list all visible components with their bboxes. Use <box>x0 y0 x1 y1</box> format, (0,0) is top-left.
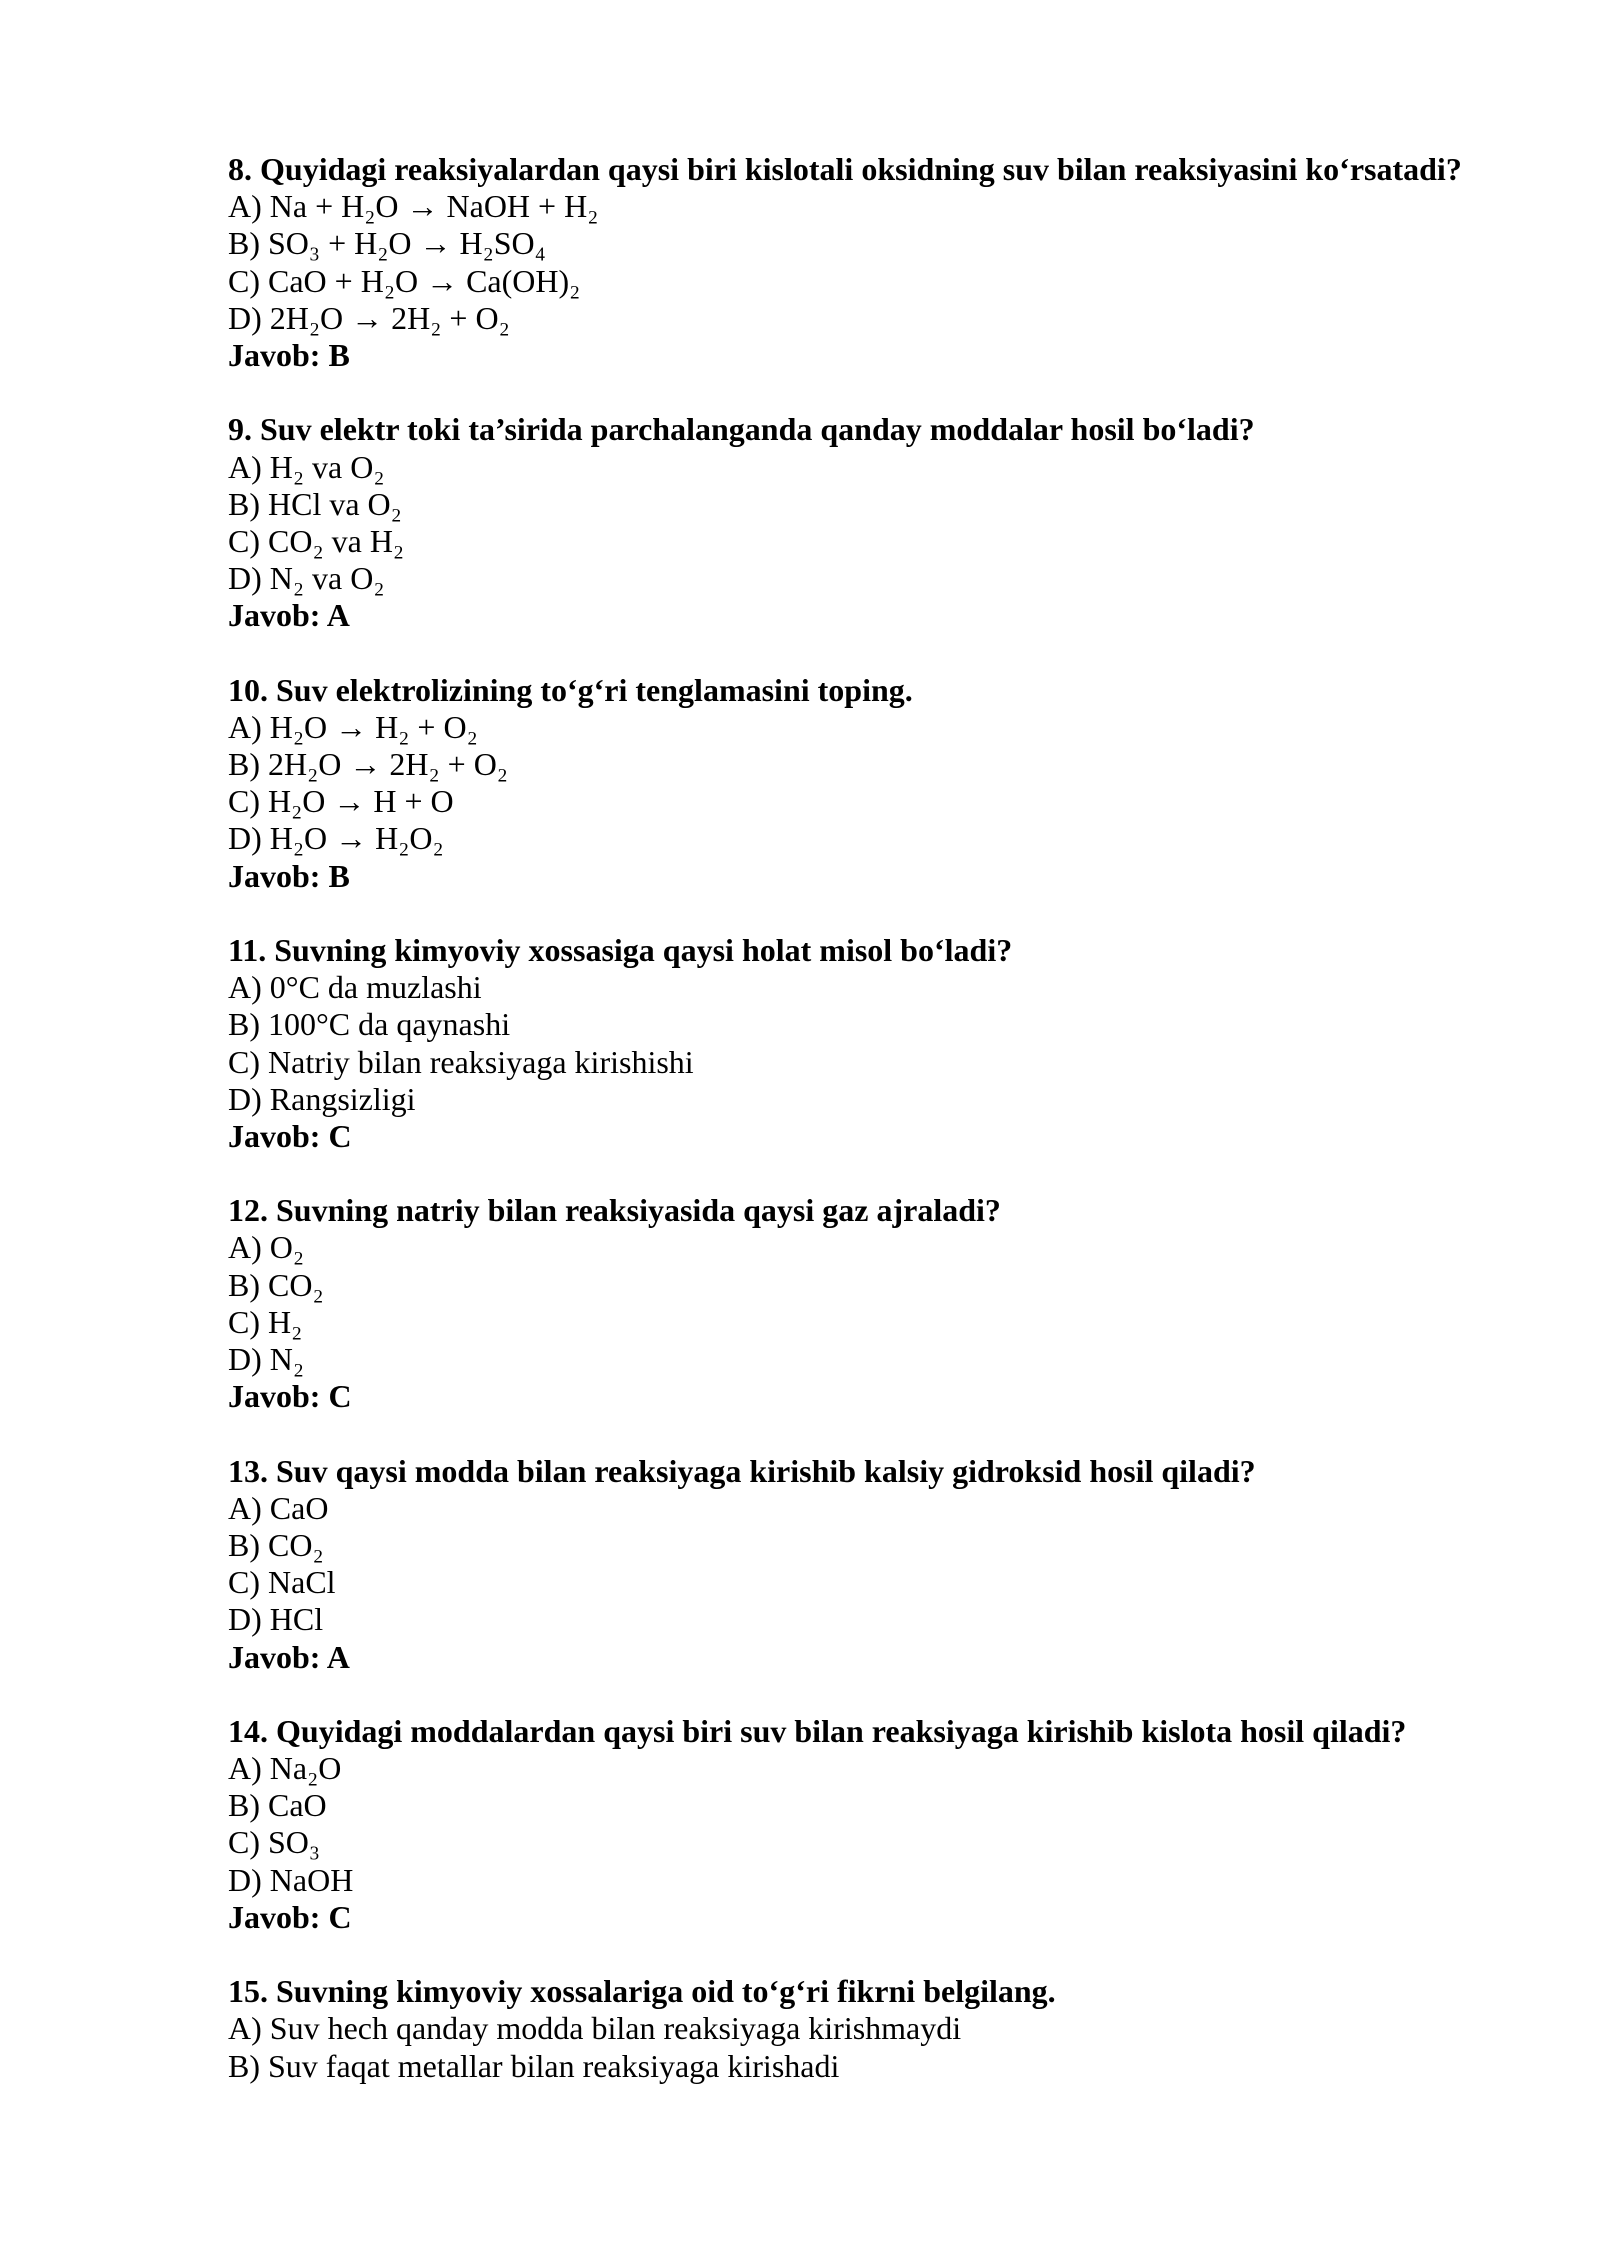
option-a: A) H₂ va O₂ <box>228 448 385 485</box>
answer: Javob: B <box>228 336 350 373</box>
option-d: D) HCl <box>228 1601 324 1638</box>
question-text: 11. Suvning kimyoviy xossasiga qaysi holat misol bo‘ladi? <box>228 931 1013 968</box>
question-15 <box>228 1973 1488 2085</box>
answer: Javob: C <box>228 1898 352 1935</box>
question-text: 9. Suv elektr toki ta’sirida parchalanganda qanday moddalar hosil bo‘ladi? <box>228 411 1255 448</box>
option-c: C) NaCl <box>228 1564 336 1601</box>
option-b: B) CO₂ <box>228 1266 324 1303</box>
question-text: 15. Suvning kimyoviy xossalariga oid to‘g‘ri fikrni belgilang. <box>228 1973 1056 2010</box>
option-b: B) HCl va O₂ <box>228 485 402 522</box>
option-b: B) 100°C da qaynashi <box>228 1006 511 1043</box>
question-8 <box>228 151 1488 374</box>
option-d: D) NaOH <box>228 1861 354 1898</box>
option-b: B) Suv faqat metallar bilan reaksiyaga kirishadi <box>228 2047 840 2084</box>
answer: Javob: C <box>228 1117 352 1154</box>
question-10 <box>228 672 1488 895</box>
option-d: D) N₂ va O₂ <box>228 560 385 597</box>
answer: Javob: A <box>228 1638 350 1675</box>
question-14 <box>228 1713 1488 1936</box>
option-a: A) CaO <box>228 1489 329 1526</box>
option-a: A) Suv hech qanday modda bilan reaksiyaga kirishmaydi <box>228 2010 962 2047</box>
answer: Javob: B <box>228 857 350 894</box>
option-d: D) H₂O → H₂O₂ <box>228 820 444 857</box>
question-9 <box>228 411 1488 634</box>
option-d: D) N₂ <box>228 1341 305 1377</box>
question-text: 14. Quyidagi moddalardan qaysi biri suv bilan reaksiyaga kirishib kislota hosil qiladi? <box>228 1712 1407 1749</box>
question-text: 8. Quyidagi reaksiyalardan qaysi biri kislotali oksidning suv bilan reaksiyasini ko‘rsatadi? <box>228 151 1462 187</box>
question-13 <box>228 1453 1488 1676</box>
option-a: A) 0°C da muzlashi <box>228 969 482 1006</box>
option-a: A) O₂ <box>228 1229 305 1266</box>
option-b: B) CaO <box>228 1787 327 1824</box>
option-a: A) Na₂O <box>228 1750 342 1787</box>
option-a: A) Na + H₂O → NaOH + H₂ <box>228 188 599 225</box>
question-12 <box>228 1192 1488 1415</box>
option-c: C) H₂ <box>228 1303 303 1340</box>
option-c: C) Natriy bilan reaksiyaga kirishishi <box>228 1043 694 1080</box>
document-page <box>228 151 1488 2085</box>
option-c: C) CO₂ va H₂ <box>228 522 405 559</box>
option-d: D) 2H₂O → 2H₂ + O₂ <box>228 299 510 336</box>
answer: Javob: C <box>228 1378 352 1415</box>
question-text: 12. Suvning natriy bilan reaksiyasida qaysi gaz ajraladi? <box>228 1192 1001 1229</box>
option-c: C) CaO + H₂O → Ca(OH)₂ <box>228 262 581 299</box>
option-a: A) H₂O → H₂ + O₂ <box>228 708 478 745</box>
answer: Javob: A <box>228 597 350 634</box>
option-b: B) SO₃ + H₂O → H₂SO₄ <box>228 225 546 262</box>
option-c: C) H₂O → H + O <box>228 783 454 820</box>
option-c: C) SO₃ <box>228 1824 321 1861</box>
question-11 <box>228 932 1488 1155</box>
option-b: B) CO₂ <box>228 1526 324 1563</box>
question-text: 13. Suv qaysi modda bilan reaksiyaga kirishib kalsiy gidroksid hosil qiladi? <box>228 1452 1256 1489</box>
question-text: 10. Suv elektrolizining to‘g‘ri tenglamasini toping. <box>228 671 913 708</box>
option-b: B) 2H₂O → 2H₂ + O₂ <box>228 746 508 782</box>
option-d: D) Rangsizligi <box>228 1080 416 1117</box>
